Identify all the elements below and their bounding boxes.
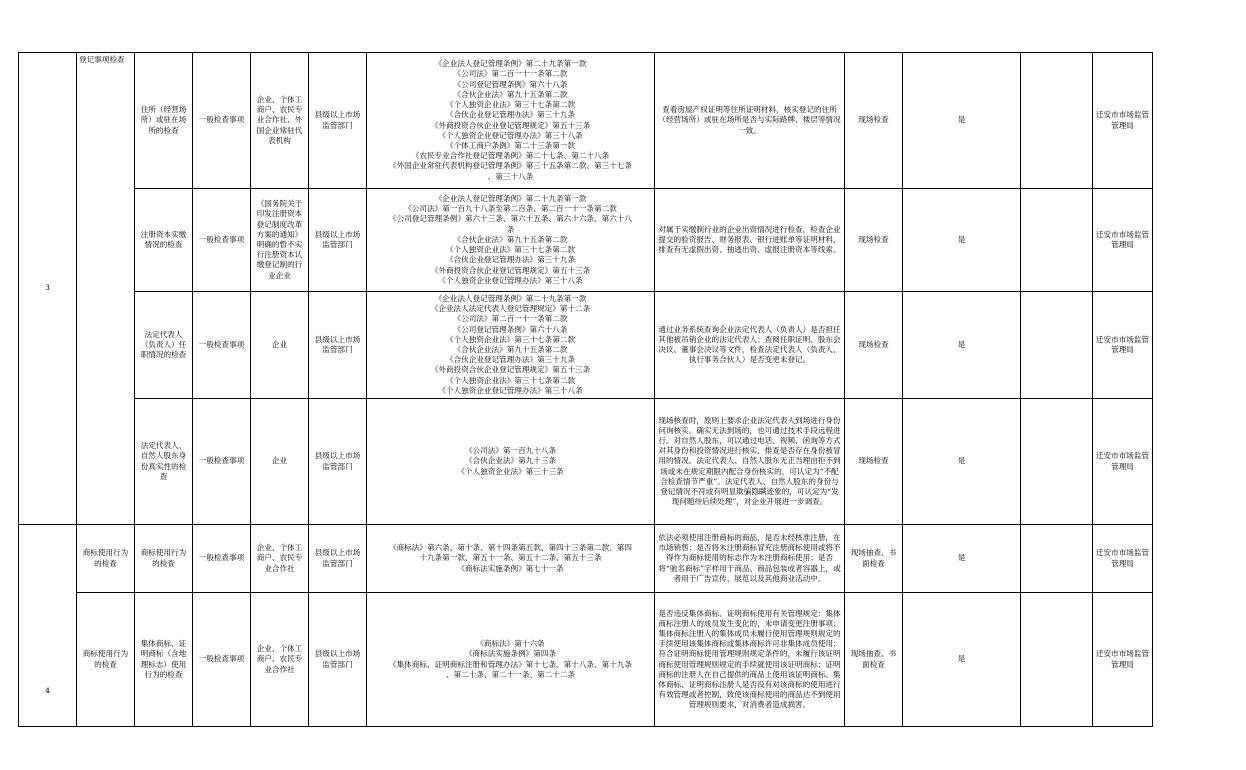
authority: 迁安市市场监管管理局	[1093, 399, 1153, 525]
flag-value: 是	[903, 593, 1021, 727]
table-row	[19, 292, 1153, 399]
table-row	[19, 53, 1153, 189]
blank-cell	[1021, 593, 1093, 727]
table-row	[19, 399, 1153, 525]
check-object: 企业	[251, 399, 309, 525]
legal-basis: 《企业法人登记管理条例》第二十九条第一款 《企业法人法定代表人登记管理规定》第十二条 《公司法》第二百一十一条第二款 《公司登记管理条例》第六十八条 《个人独资企业法》第三十七条第二款 《合伙企业法》第九十五条第二款 《合伙企业登记管理办法》第三十九条 《外商投资合伙企业登记管理规定》第五十三条 《个人独资企业法》第三十七条第二款 《个人独资企业登记管理办法》第三十八条	[367, 292, 655, 399]
blank-cell	[1021, 525, 1093, 593]
authority: 迁安市市场监管管理局	[1093, 593, 1153, 727]
check-subject: 县级以上市场监管部门	[309, 399, 367, 525]
check-way: 现场检查	[845, 189, 903, 292]
check-content: 通过业务系统查询企业法定代表人（负责人）是否担任其他被吊销企业的法定代表人；查阅任职证明、股东会决议、董事会决议等文件，检查法定代表人（负责人、执行事务合伙人）是否变更未登记。	[655, 292, 845, 399]
authority: 迁安市市场监管管理局	[1093, 53, 1153, 189]
item-category: 商标使用行为的检查	[77, 593, 135, 727]
table-row	[19, 189, 1153, 292]
check-subject: 县级以上市场监管部门	[309, 593, 367, 727]
item-category: 登记事项检查	[77, 53, 135, 525]
table-row	[19, 525, 1153, 593]
check-method: 一般检查事项	[193, 399, 251, 525]
check-item: 法定代表人（负责人）任职情况的检查	[135, 292, 193, 399]
check-item: 集体商标、证明商标（含地理标志）使用行为的检查	[135, 593, 193, 727]
check-item: 住所（经营场所）或驻在场所的检查	[135, 53, 193, 189]
check-way: 现场检查	[845, 53, 903, 189]
flag-value: 是	[903, 525, 1021, 593]
legal-basis: 《商标法》第六条、第十条、第十四条第五款、第四十三条第二款、第四 十九条第一款、第五十一条、第五十二条、第五十三条 《商标法实施条例》第七十一条	[367, 525, 655, 593]
item-category: 商标使用行为的检查	[77, 525, 135, 593]
check-method: 一般检查事项	[193, 189, 251, 292]
check-subject: 县级以上市场监管部门	[309, 189, 367, 292]
authority: 迁安市市场监管管理局	[1093, 292, 1153, 399]
check-subject: 县级以上市场监管部门	[309, 53, 367, 189]
authority: 迁安市市场监管管理局	[1093, 525, 1153, 593]
blank-cell	[1021, 189, 1093, 292]
check-content: 现场核查时，原则上要求企业法定代表人到场进行身份问询核实。确实无法到场的，也可通过技术手段远程进行。对自然人股东，可以通过电话、视频、函询等方式对其身份和投资情况进行核实，排查是否存在身份被冒用的情况。法定代表人、自然人股东无正当理由拒不到场或未在规定期限内配合身份核实的，可认定为“不配合检查情节严重”。法定代表人、自然人股东的身份与登记情况不符或有明显欺骗隐瞒迹象的，可认定为“发现问题待后续处理”，对企业开展进一步调查。	[655, 399, 845, 525]
check-object: 企业、个体工商户、农民专业合作社	[251, 525, 309, 593]
check-method: 一般检查事项	[193, 53, 251, 189]
check-way: 现场检查	[845, 292, 903, 399]
check-item: 商标使用行为的检查	[135, 525, 193, 593]
authority: 迁安市市场监管管理局	[1093, 189, 1153, 292]
flag-value: 是	[903, 399, 1021, 525]
flag-value: 是	[903, 292, 1021, 399]
legal-basis: 《公司法》第一百九十八条 《合伙企业法》第九十三条 《个人独资企业法》第三十三条	[367, 399, 655, 525]
blank-cell	[1021, 292, 1093, 399]
check-subject: 县级以上市场监管部门	[309, 525, 367, 593]
legal-basis: 《商标法》第十六条 《商标法实施条例》第四条 《集体商标、证明商标注册和管理办法》第十七条、第十八条、第十九条 、第二十条、第二十一条、第二十二条	[367, 593, 655, 727]
legal-basis: 《企业法人登记管理条例》第二十九条第一款 《公司法》第二百一十一条第二款 《公司登记管理条例》第六十八条 《合伙企业法》第九十五条第二款 《个人独资企业法》第三十七条第二款 《合伙企业登记管理办法》第三十九条 《外商投资合伙企业登记管理规定》第五十三条 《个人独资企业登记管理办法》第三十八条 《个体工商户条例》第二十三条第一款 《农民专业合作社登记管理条例》第二十七条、第二十八条 《外国企业常驻代表机构登记管理条例》第三十五条第二款、第三十七条 、第三十八条	[367, 53, 655, 189]
check-method: 一般检查事项	[193, 292, 251, 399]
table-row	[19, 593, 1153, 727]
check-method: 一般检查事项	[193, 525, 251, 593]
check-object: 企业	[251, 292, 309, 399]
blank-cell	[1021, 53, 1093, 189]
check-item: 注册资本实缴情况的检查	[135, 189, 193, 292]
check-subject: 县级以上市场监管部门	[309, 292, 367, 399]
check-method: 一般检查事项	[193, 593, 251, 727]
legal-basis: 《企业法人登记管理条例》第二十九条第一款 《公司法》第一百九十八条至第二百条、第二百一十一条第二款 《公司登记管理条例》第六十三条、第六十五条、第六十六条、第六十八 条 《合伙企业法》第九十五条第二款 《个人独资企业法》第三十七条第二款 《合伙企业登记管理办法》第三十九条 《外商投资合伙企业登记管理规定》第五十三条 《个人独资企业登记管理办法》第三十八条	[367, 189, 655, 292]
blank-cell	[1021, 399, 1093, 525]
check-way: 现场抽查、书面检查	[845, 525, 903, 593]
check-item: 法定代表人、自然人股东身份真实性的检查	[135, 399, 193, 525]
check-way: 现场检查	[845, 399, 903, 525]
check-content: 对属于实缴制行业的企业出资情况进行检查，检查企业提交的验资报告、财务报表、银行进账单等证明材料，排查有无虚假出资、抽逃出资、虚报注册资本等线索。	[655, 189, 845, 292]
flag-value: 是	[903, 189, 1021, 292]
flag-value: 是	[903, 53, 1021, 189]
inspection-items-table	[18, 52, 1153, 727]
check-way: 现场抽查、书面检查	[845, 593, 903, 727]
check-object: 《国务院关于印发注册资本登记制度改革方案的通知》明确的暂不实行注册资本认缴登记制的行业企业	[251, 189, 309, 292]
item-number: 3	[19, 53, 77, 525]
check-content: 查看房屋产权证明等住所证明材料，核实登记的住所（经营场所）或驻在场所是否与实际路牌、楼层等情况一致。	[655, 53, 845, 189]
check-content: 依法必须使用注册商标的商品，是否未经核准注册，在市场销售；是否将未注册商标冒充注册商标使用或将不得作为商标使用的标志作为未注册商标使用；是否将“驰名商标”字样用于商品、商品包装或者容器上，或者用于广告宣传、展览以及其他商业活动中。	[655, 525, 845, 593]
item-number: 4	[19, 525, 77, 727]
check-object: 企业、个体工商户、农民专业合作社、外国企业常驻代表机构	[251, 53, 309, 189]
check-object: 企业、个体工商户、农民专业合作社	[251, 593, 309, 727]
check-content: 是否违反集体商标、证明商标使用有关管理规定：集体商标注册人的成员发生变化的，未申请变更注册事项；集体商标注册人的集体成员未履行使用管理规则规定的手续使用该集体商标或集体商标许可非集体成员使用；符合证明商标使用管理规则规定条件的，未履行该证明商标使用管理规则规定的手续就使用该证明商标；证明商标的注册人在自己提供的商品上使用该证明商标。集体商标、证明商标注册人是否没有对该商标的使用进行有效管理或者控制，致使该商标使用的商品达不到使用管理规则要求，对消费者造成损害。	[655, 593, 845, 727]
